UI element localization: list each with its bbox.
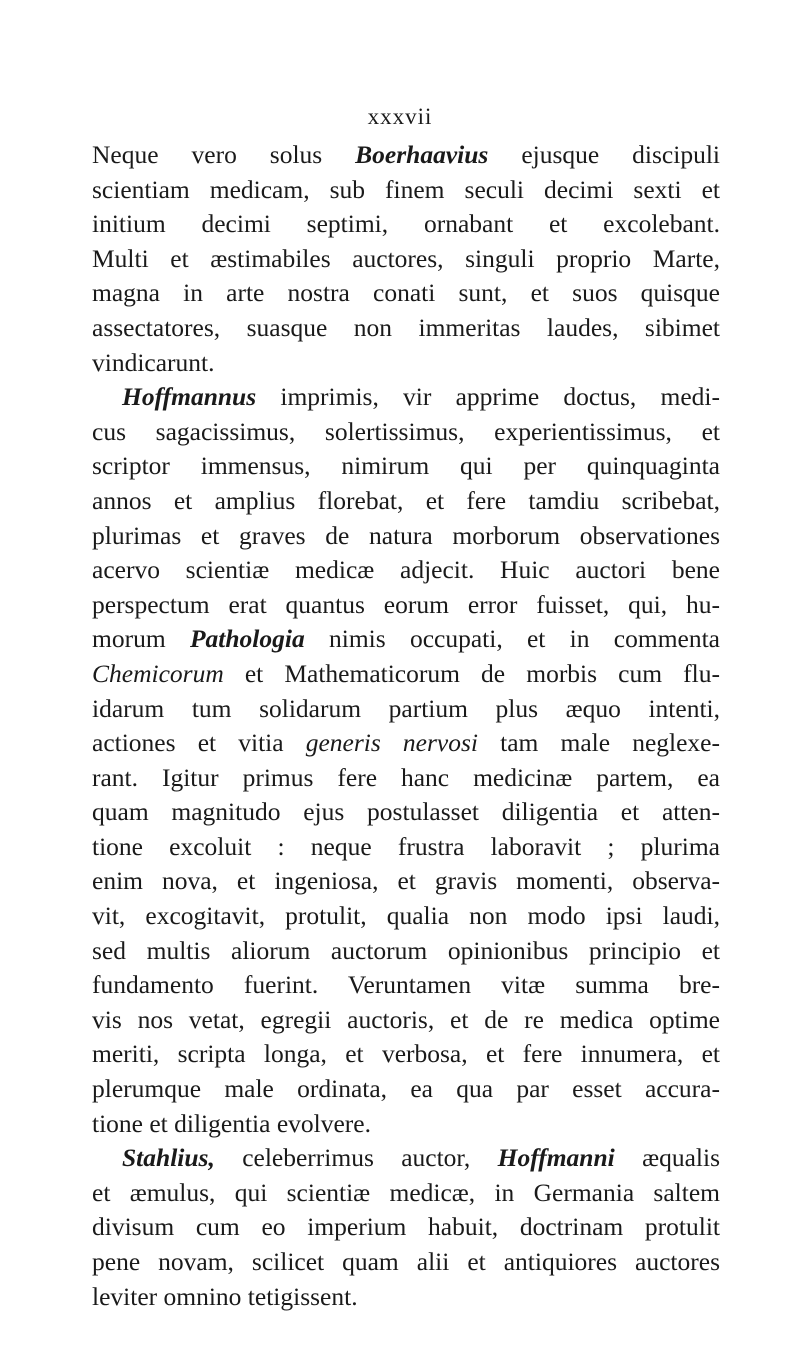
text-line xyxy=(92,899,720,934)
text-line xyxy=(92,519,720,554)
text-line xyxy=(92,1280,720,1315)
text-run: vis nos vetat, egregii auctoris, et de re medica optime xyxy=(92,1004,720,1034)
italic-term: Stahlius, xyxy=(122,1143,215,1173)
text-run: initium decimi septimi, ornabant et excolebant. xyxy=(92,209,720,239)
paragraph xyxy=(92,1141,720,1314)
text-run: vindicarunt. xyxy=(92,347,215,377)
text-line xyxy=(92,1003,720,1038)
text-line xyxy=(92,138,720,173)
text-run: annos et amplius florebat, et fere tamdiu scribebat, xyxy=(92,485,720,515)
italic-term: Hoffmanni xyxy=(497,1143,615,1173)
text-run: Neque vero solus xyxy=(92,140,356,169)
text-line xyxy=(92,380,720,415)
text-run: divisum cum eo imperium habuit, doctrinam protulit xyxy=(92,1212,720,1242)
text-line xyxy=(92,761,720,796)
page-number: xxxvii xyxy=(367,104,433,129)
text-run: scientiam medicam, sub finem seculi decimi sexti et xyxy=(92,174,720,204)
text-run: enim nova, et ingeniosa, et gravis momenti, observa- xyxy=(92,866,720,896)
text-line xyxy=(92,484,720,519)
text-run: sed multis aliorum auctorum opinionibus principio et xyxy=(92,935,720,965)
text-line xyxy=(92,1176,720,1211)
text-run: tione et diligentia evolvere. xyxy=(92,1108,371,1138)
text-line xyxy=(92,968,720,1003)
paragraph xyxy=(92,138,720,380)
text-line xyxy=(92,1141,720,1176)
text-run: ejusque discipuli xyxy=(488,140,720,169)
text-run: et æmulus, qui scientiæ medicæ, in Germania saltem xyxy=(92,1177,720,1207)
text-run: actiones et vitia xyxy=(92,728,306,758)
text-run: Multi et æstimabiles auctores, singuli proprio Marte, xyxy=(92,243,720,273)
text-line xyxy=(92,553,720,588)
italic-term: Chemicorum xyxy=(92,658,224,688)
text-run: rant. Igitur primus fere hanc medicinæ partem, ea xyxy=(92,762,720,792)
text-run: idarum tum solidarum partium plus æquo intenti, xyxy=(92,693,720,723)
text-line xyxy=(92,242,720,277)
text-run: cus sagacissimus, solertissimus, experientissimus, et xyxy=(92,416,720,446)
text-run: tam male neglexe- xyxy=(477,728,720,758)
text-run: perspectum erat quantus eorum error fuisset, qui, hu- xyxy=(92,589,720,619)
text-run: plurimas et graves de natura morborum observationes xyxy=(92,520,720,550)
text-line xyxy=(92,346,720,381)
italic-term: Boerhaavius xyxy=(355,140,489,169)
text-line xyxy=(92,449,720,484)
text-run: plerumque male ordinata, ea qua par esset accura- xyxy=(92,1074,720,1104)
text-line xyxy=(92,1072,720,1107)
text-line xyxy=(92,311,720,346)
text-run: et Mathematicorum de morbis cum flu- xyxy=(223,658,720,688)
text-run: celeberrimus auctor, xyxy=(214,1143,498,1173)
text-run: vit, excogitavit, protulit, qualia non modo ipsi laudi, xyxy=(92,901,720,931)
paragraph xyxy=(92,380,720,1141)
text-line xyxy=(92,1037,720,1072)
text-run: tione excoluit : neque frustra laboravit ; plurima xyxy=(92,831,720,861)
text-line xyxy=(92,657,720,692)
text-line xyxy=(92,1210,720,1245)
text-line xyxy=(92,276,720,311)
text-run: leviter omnino tetigissent. xyxy=(92,1281,358,1311)
italic-term: Pathologia xyxy=(189,624,305,654)
text-run: morum xyxy=(92,624,190,654)
text-line xyxy=(92,1245,720,1280)
text-run: acervo scientiæ medicæ adjecit. Huic auctori bene xyxy=(92,555,720,585)
body-text xyxy=(92,138,720,1314)
text-line xyxy=(92,173,720,208)
text-run: imprimis, vir apprime doctus, medi- xyxy=(256,382,720,412)
italic-term: generis nervosi xyxy=(305,728,478,758)
text-run: quam magnitudo ejus postulasset diligentia et atten- xyxy=(92,797,720,827)
italic-term: Hoffmannus xyxy=(122,382,257,412)
text-line xyxy=(92,864,720,899)
text-run: æqualis xyxy=(614,1143,720,1173)
text-run: fundamento fuerint. Veruntamen vitæ summa bre- xyxy=(92,970,720,1000)
text-line xyxy=(92,1107,720,1142)
text-line xyxy=(92,207,720,242)
text-line xyxy=(92,588,720,623)
text-line xyxy=(92,692,720,727)
text-line xyxy=(92,622,720,657)
text-line xyxy=(92,830,720,865)
text-line xyxy=(92,795,720,830)
text-run: scriptor immensus, nimirum qui per quinquaginta xyxy=(92,451,720,481)
text-run: magna in arte nostra conati sunt, et suos quisque xyxy=(92,278,720,308)
text-run: assectatores, suasque non immeritas laudes, sibimet xyxy=(92,312,720,342)
text-line xyxy=(92,726,720,761)
text-line xyxy=(92,934,720,969)
text-run: pene novam, scilicet quam alii et antiquiores auctores xyxy=(92,1247,720,1276)
text-line xyxy=(92,415,720,450)
text-run: nimis occupati, et in commenta xyxy=(304,624,720,654)
text-run: meriti, scripta longa, et verbosa, et fere innumera, et xyxy=(92,1039,720,1069)
